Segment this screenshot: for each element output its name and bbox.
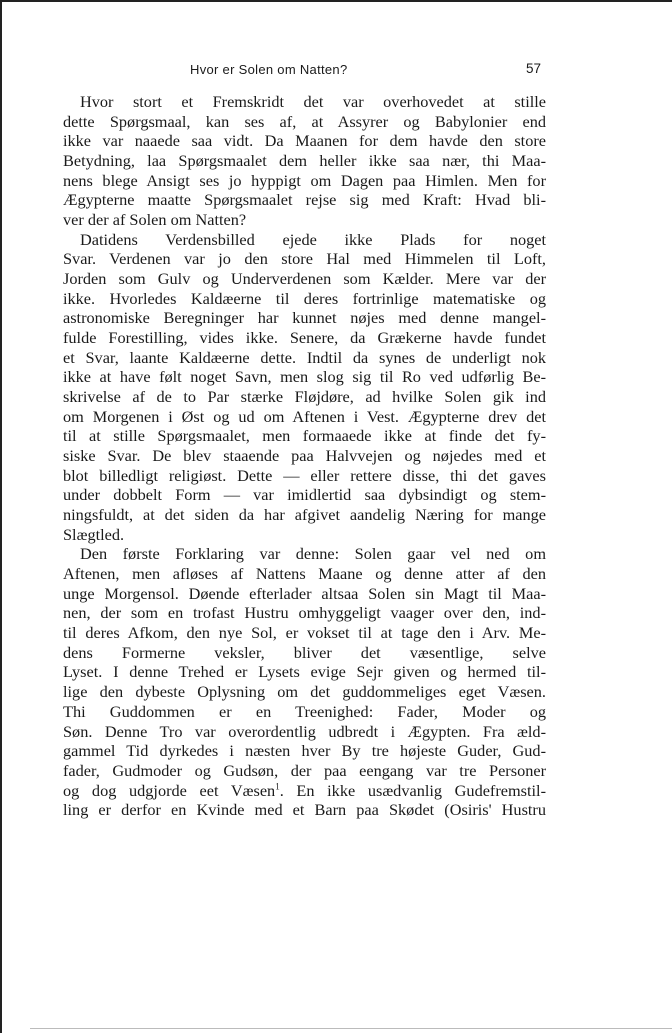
text-line: Svar. Verdenen var jo den store Hal med Himmelen til Loft, <box>63 249 546 269</box>
text-line: ver der af Solen om Natten? <box>63 210 247 230</box>
text-line: om Morgenen i Øst og ud om Aftenen i Vest. Ægypterne drev det <box>63 406 546 426</box>
text-line: Datidens Verdensbilled ejede ikke Plads for noget <box>80 229 546 249</box>
text-segment: og dog udgjorde eet Væsen <box>63 780 276 800</box>
text-line: Søn. Denne Tro var overordentlig udbredt i Ægypten. Fra æld- <box>63 721 546 741</box>
text-line: Lyset. I denne Trehed er Lysets evige Sejr given og hermed til- <box>63 662 546 682</box>
text-line: lige den dybeste Oplysning om det guddommeliges eget Væsen. <box>63 682 546 702</box>
text-segment: . En ikke usædvanlig Gudefremstil- <box>279 780 546 800</box>
text-line: ikke. Hvorledes Kaldæerne til deres fortrinlige matematiske og <box>63 288 546 308</box>
text-line: siske Svar. De blev staaende paa Halvvejen og nøjedes med et <box>63 446 546 466</box>
text-line: til deres Afkom, den nye Sol, er vokset til at tage den i Arv. Me- <box>63 623 546 643</box>
page-number: 57 <box>526 61 542 76</box>
text-line: ningsfuldt, at det siden da har afgivet aandelig Næring for mange <box>63 505 546 525</box>
text-line: ikke at have følt noget Savn, men slog sig til Ro ved udførlig Be- <box>63 367 546 387</box>
text-line: skrivelse af de to Par stærke Fløjdøre, ad hvilke Solen gik ind <box>63 387 546 407</box>
body-text <box>63 92 546 820</box>
text-line: blot billedligt religiøst. Dette — eller rettere disse, thi det gaves <box>63 465 546 485</box>
text-line: Aftenen, men afløses af Nattens Maane og denne atter af den <box>63 564 546 584</box>
text-line: Hvor stort et Fremskridt det var overhovedet at stille <box>80 92 546 111</box>
text-line: Den første Forklaring var denne: Solen gaar vel ned om <box>80 544 546 564</box>
text-line: dette Spørgsmaal, kan ses af, at Assyrer og Babylonier end <box>63 111 546 131</box>
text-line: fader, Gudmoder og Gudsøn, der paa eengang var tre Personer <box>63 760 546 780</box>
text-line: ikke var naaede saa vidt. Da Maanen for dem havde den store <box>63 131 546 151</box>
text-line: til at stille Spørgsmaalet, men formaaede ikke at finde det fy- <box>63 426 546 446</box>
page-border-top <box>0 0 672 2</box>
text-line: Jorden som Gulv og Underverdenen som Kælder. Mere var der <box>63 269 546 289</box>
text-line: astronomiske Beregninger har kunnet nøjes med denne mangel- <box>63 308 546 328</box>
text-line: under dobbelt Form — var imidlertid saa dybsindigt og stem- <box>63 485 546 505</box>
text-line: Ægypterne maatte Spørgsmaalet rejse sig med Kraft: Hvad bli- <box>63 190 546 210</box>
text-line: nen, der som en trofast Hustru omhyggeligt vaager over den, ind- <box>63 603 546 623</box>
text-line: Thi Guddommen er en Treenighed: Fader, Moder og <box>63 701 546 721</box>
page-border-bottom <box>30 1028 672 1029</box>
footnote-marker: 1 <box>275 781 280 792</box>
text-line: unge Morgensol. Døende efterlader altsaa Solen sin Magt til Maa- <box>63 583 546 603</box>
text-line: et Svar, laante Kaldæerne dette. Indtil da synes de underligt nok <box>63 347 546 367</box>
text-line: ling er derfor en Kvinde med et Barn paa Skødet (Osiris' Hustru <box>63 800 546 820</box>
running-title: Hvor er Solen om Natten? <box>190 62 348 77</box>
page-border-left <box>0 0 2 1033</box>
text-line: gammel Tid dyrkedes i næsten hver By tre højeste Guder, Gud- <box>63 741 546 761</box>
text-line: fulde Forestilling, vides ikke. Senere, da Grækerne havde fundet <box>63 328 546 348</box>
text-line: nens blege Ansigt ses jo hyppigt om Dagen paa Himlen. Men for <box>63 170 546 190</box>
text-line-with-footnote <box>63 781 546 801</box>
text-line: dens Formerne veksler, bliver det væsentlige, selve <box>63 642 546 662</box>
text-line: Betydning, laa Spørgsmaalet dem heller ikke saa nær, thi Maa- <box>63 151 546 171</box>
text-line: Slægtled. <box>63 524 125 544</box>
